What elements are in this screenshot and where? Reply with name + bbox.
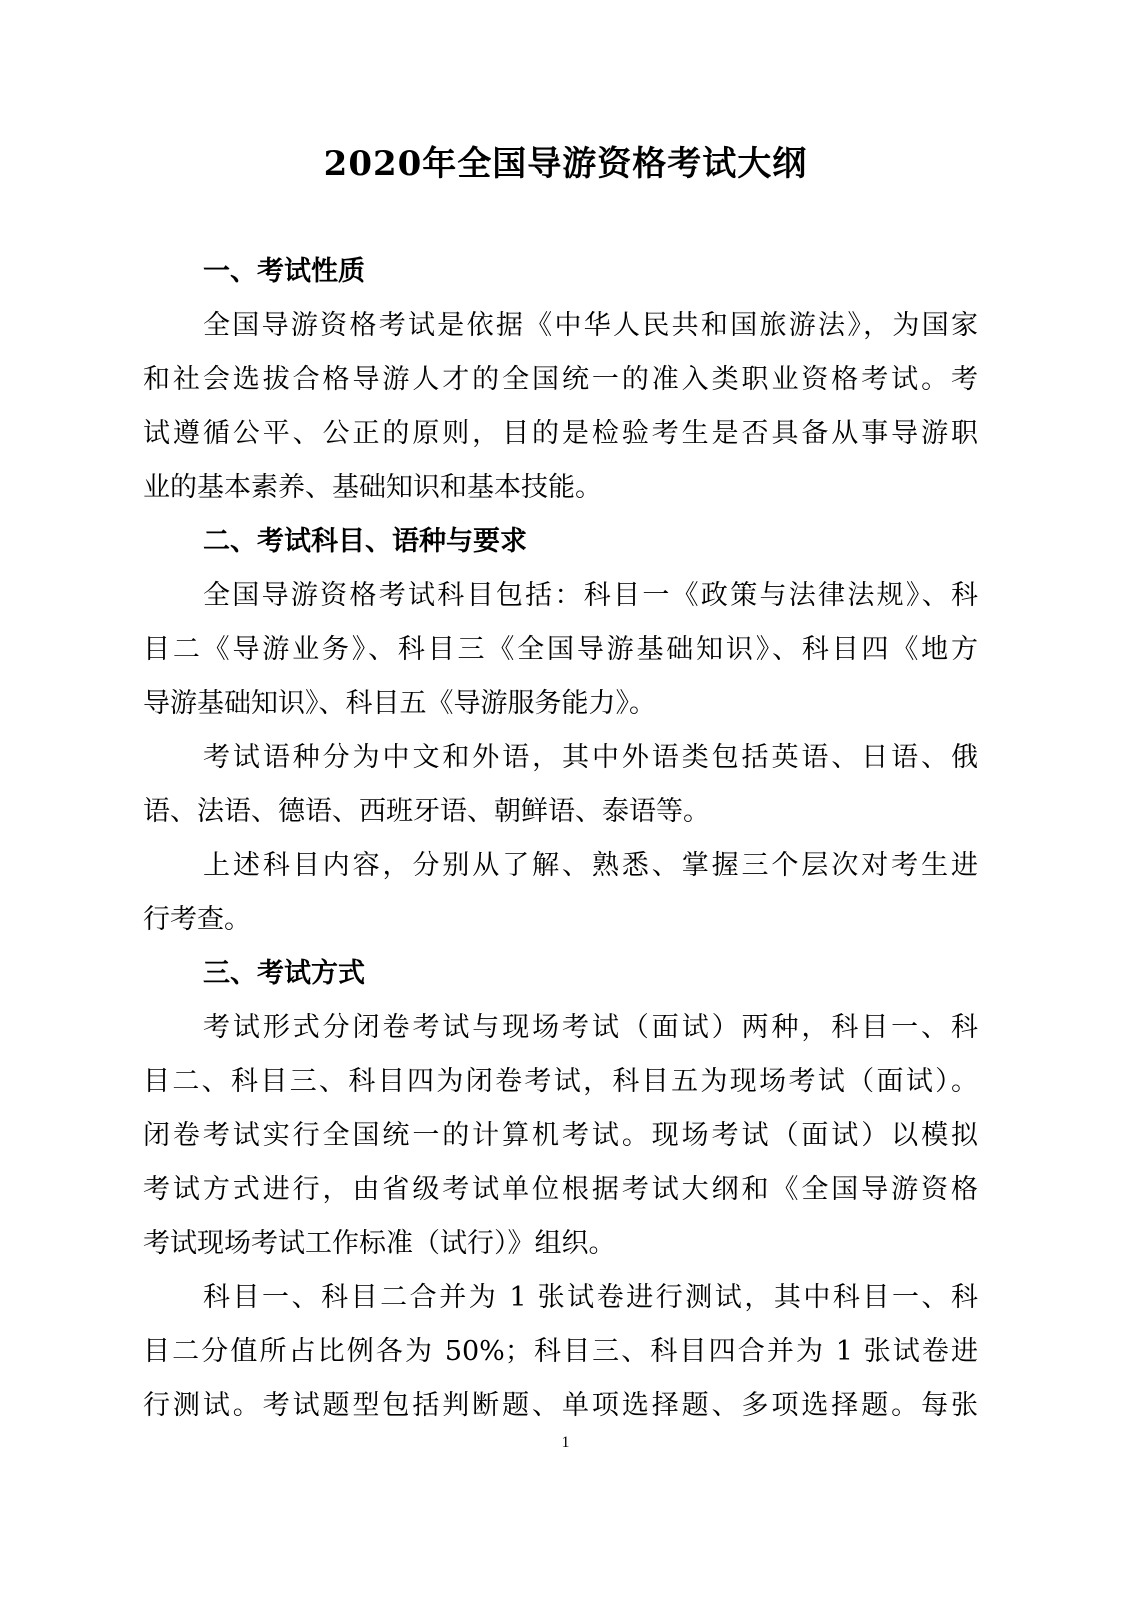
section-heading: 二、考试科目、语种与要求 — [203, 526, 527, 557]
paragraph-line: 目二、科目三、科目四为闭卷考试，科目五为现场考试（面试）。 — [143, 1066, 978, 1097]
paragraph — [143, 731, 978, 839]
document-title: 2020年全国导游资格考试大纲 — [323, 144, 808, 184]
paragraph — [143, 1271, 978, 1433]
paragraph-line: 业的基本素养、基础知识和基本技能。 — [143, 472, 602, 503]
section-heading: 三、考试方式 — [203, 958, 365, 989]
paragraph-line: 科目一、科目二合并为 1 张试卷进行测试，其中科目一、科 — [203, 1282, 978, 1313]
paragraph-line: 试遵循公平、公正的原则，目的是检验考生是否具备从事导游职 — [143, 418, 978, 449]
paragraph — [143, 839, 978, 947]
paragraph-line: 语、法语、德语、西班牙语、朝鲜语、泰语等。 — [143, 796, 710, 827]
paragraph-line: 全国导游资格考试是依据《中华人民共和国旅游法》，为国家 — [203, 310, 978, 341]
paragraph-line: 行测试。考试题型包括判断题、单项选择题、多项选择题。每张 — [143, 1390, 978, 1421]
paragraph-line: 上述科目内容，分别从了解、熟悉、掌握三个层次对考生进 — [203, 850, 978, 881]
paragraph-line: 考试语种分为中文和外语，其中外语类包括英语、日语、俄 — [203, 742, 978, 773]
paragraph-line: 和社会选拔合格导游人才的全国统一的准入类职业资格考试。考 — [143, 364, 978, 395]
paragraph-line: 行考查。 — [143, 904, 251, 935]
paragraph-line: 考试形式分闭卷考试与现场考试（面试）两种，科目一、科 — [203, 1012, 978, 1043]
paragraph-line: 闭卷考试实行全国统一的计算机考试。现场考试（面试）以模拟 — [143, 1120, 978, 1151]
paragraph-line: 导游基础知识》、科目五《导游服务能力》。 — [143, 688, 656, 719]
paragraph-line: 考试现场考试工作标准（试行）》组织。 — [143, 1228, 616, 1259]
paragraph — [143, 1001, 978, 1271]
paragraph-line: 考试方式进行，由省级考试单位根据考试大纲和《全国导游资格 — [143, 1174, 978, 1205]
paragraph — [143, 299, 978, 515]
paragraph-line: 全国导游资格考试科目包括：科目一《政策与法律法规》、科 — [203, 580, 978, 611]
page-number: 1 — [561, 1434, 570, 1451]
paragraph-line: 目二《导游业务》、科目三《全国导游基础知识》、科目四《地方 — [143, 634, 978, 665]
section-heading: 一、考试性质 — [203, 256, 365, 287]
paragraph-line: 目二分值所占比例各为 50%；科目三、科目四合并为 1 张试卷进 — [143, 1336, 978, 1367]
document-body — [143, 245, 978, 1433]
paragraph — [143, 569, 978, 731]
